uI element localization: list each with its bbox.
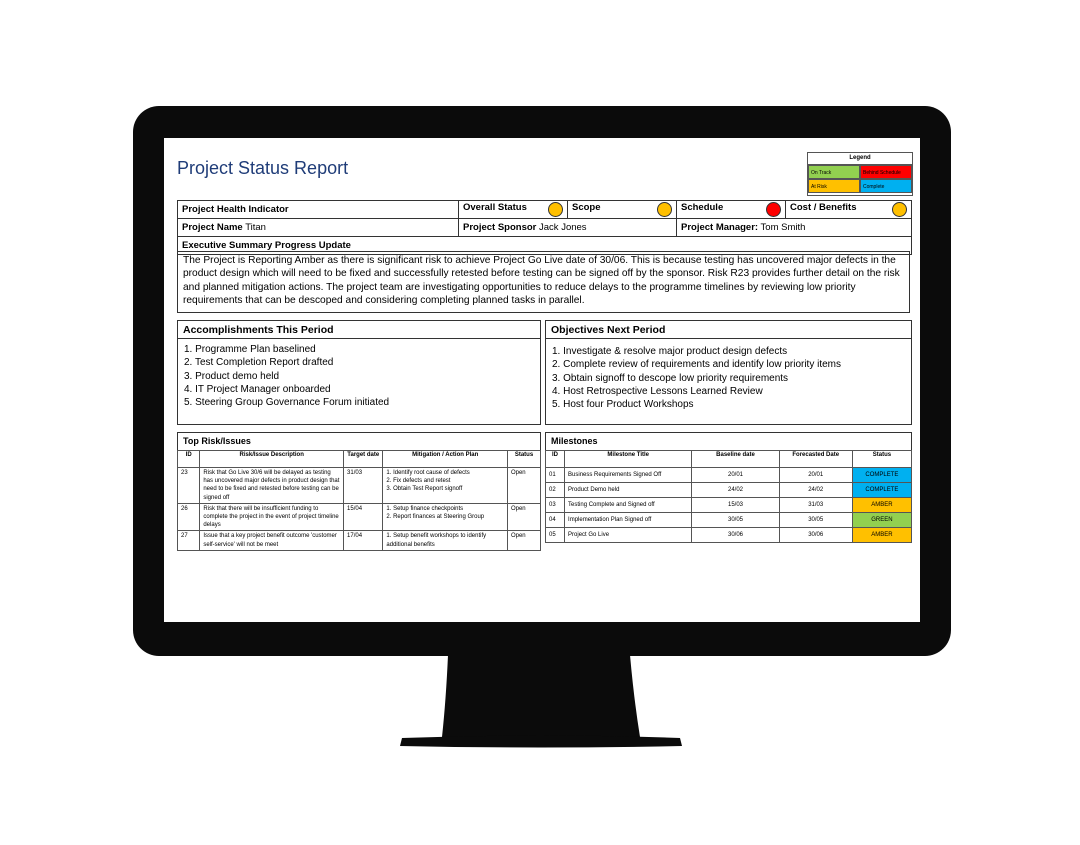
column-header: ID <box>546 451 565 468</box>
risk-date-cell: 15/04 <box>344 503 383 531</box>
column-header: Mitigation / Action Plan <box>383 451 508 468</box>
objectives-list <box>546 345 911 411</box>
column-header: Baseline date <box>692 451 779 468</box>
milestone-title-cell: Implementation Plan Signed off <box>565 513 692 528</box>
milestone-forecast-cell: 20/01 <box>779 468 852 483</box>
milestone-baseline-cell: 30/05 <box>692 513 779 528</box>
table-row <box>546 468 912 483</box>
risk-status-cell: Open <box>507 503 540 531</box>
milestone-baseline-cell: 15/03 <box>692 498 779 513</box>
milestone-status-cell: GREEN <box>852 513 911 528</box>
table-row <box>546 513 912 528</box>
list-item: 3. Obtain signoff to descope low priority requirements <box>552 372 789 384</box>
table-row <box>546 528 912 543</box>
column-header: Milestone Title <box>565 451 692 468</box>
project-sponsor-cell <box>459 219 677 237</box>
overall-status-indicator <box>548 202 563 217</box>
legend-title: Legend <box>808 153 912 165</box>
milestone-id-cell: 03 <box>546 498 565 513</box>
table-row <box>178 531 541 550</box>
milestone-title-cell: Testing Complete and Signed off <box>565 498 692 513</box>
risk-desc-cell: Issue that a key project benefit outcome 'customer self-service' will not be meet <box>200 531 344 550</box>
project-name-label: Project Name <box>182 222 243 233</box>
scope-label: Scope <box>572 202 601 213</box>
schedule-indicator <box>766 202 781 217</box>
column-header: Status <box>507 451 540 468</box>
milestones-table <box>545 450 912 543</box>
milestone-status-cell: COMPLETE <box>852 468 911 483</box>
milestone-baseline-cell: 24/02 <box>692 483 779 498</box>
cost-label: Cost / Benefits <box>790 202 857 213</box>
column-header: Risk/Issue Description <box>200 451 344 468</box>
overall-status-cell <box>459 201 568 219</box>
objectives-title: Objectives Next Period <box>546 321 911 339</box>
milestone-id-cell: 04 <box>546 513 565 528</box>
project-name-value: Titan <box>245 222 266 233</box>
table-row <box>178 503 541 531</box>
list-item: 4. IT Project Manager onboarded <box>184 383 331 395</box>
milestone-id-cell: 05 <box>546 528 565 543</box>
accomplishments-list <box>178 343 540 409</box>
executive-summary-label: Executive Summary Progress Update <box>178 237 912 255</box>
list-item: 5. Host four Product Workshops <box>552 399 694 411</box>
screen <box>164 138 920 622</box>
executive-summary-text: The Project is Reporting Amber as there is significant risk to achieve Project Go Live date of 30/06. This is because testing has uncovered major defects in the product design which will need to be fixed and successfully retested before testing can be signed off by the sponsor. Risk R23 provides further detail on the risk and planned mitigation actions. The project team are investigating opportunities to reduce delays to the programme timelines by reviewing low priority requirements that can be descoped and considering completing planned tasks in parallel. <box>177 251 910 313</box>
risk-date-cell: 17/04 <box>344 531 383 550</box>
milestone-forecast-cell: 30/05 <box>779 513 852 528</box>
project-manager-value: Tom Smith <box>760 222 806 233</box>
legend <box>807 152 913 196</box>
milestone-title-cell: Project Go Live <box>565 528 692 543</box>
risk-status-cell: Open <box>507 468 540 504</box>
project-sponsor-value: Jack Jones <box>539 222 587 233</box>
list-item: 1. Programme Plan baselined <box>184 344 316 355</box>
milestone-forecast-cell: 24/02 <box>779 483 852 498</box>
risks-title: Top Risk/Issues <box>177 432 541 450</box>
column-header: Target date <box>344 451 383 468</box>
risk-desc-cell: Risk that Go Live 30/6 will be delayed as testing has uncovered major defects in product design that need to be fixed and retested before testing can be signed off <box>200 468 344 504</box>
milestone-status-cell: AMBER <box>852 498 911 513</box>
project-sponsor-label: Project Sponsor <box>463 222 537 233</box>
milestone-status-cell: AMBER <box>852 528 911 543</box>
milestone-forecast-cell: 30/06 <box>779 528 852 543</box>
risk-plan-cell: 1. Identify root cause of defects 2. Fix defects and retest 3. Obtain Test Report signoff <box>383 468 508 504</box>
risk-desc-cell: Risk that there will be insufficient funding to complete the project in the event of project timeline delays <box>200 503 344 531</box>
milestone-baseline-cell: 20/01 <box>692 468 779 483</box>
milestone-id-cell: 01 <box>546 468 565 483</box>
report-title: Project Status Report <box>177 158 349 178</box>
cost-cell <box>786 201 912 219</box>
accomplishments-panel <box>177 320 541 425</box>
milestone-id-cell: 02 <box>546 483 565 498</box>
project-name-cell <box>178 219 459 237</box>
scope-cell <box>568 201 677 219</box>
risks-panel <box>177 432 541 551</box>
legend-item: At Risk <box>808 179 860 193</box>
list-item: 4. Host Retrospective Lessons Learned Review <box>552 385 763 397</box>
risk-id-cell: 27 <box>178 531 200 550</box>
list-item: 1. Investigate & resolve major product design defects <box>552 346 788 357</box>
milestones-title: Milestones <box>545 432 912 450</box>
risks-table <box>177 450 541 551</box>
legend-item: On Track <box>808 165 860 179</box>
milestone-forecast-cell: 31/03 <box>779 498 852 513</box>
milestone-status-cell: COMPLETE <box>852 483 911 498</box>
risk-id-cell: 26 <box>178 503 200 531</box>
milestone-title-cell: Product Demo held <box>565 483 692 498</box>
table-row <box>546 483 912 498</box>
schedule-cell <box>677 201 786 219</box>
list-item: 3. Product demo held <box>184 370 280 382</box>
objectives-panel <box>545 320 912 425</box>
scope-indicator <box>657 202 672 217</box>
column-header: Status <box>852 451 911 468</box>
milestone-baseline-cell: 30/06 <box>692 528 779 543</box>
milestone-title-cell: Business Requirements Signed Off <box>565 468 692 483</box>
health-table <box>177 200 912 255</box>
legend-item: Complete <box>860 179 912 193</box>
cost-indicator <box>892 202 907 217</box>
list-item: 2. Complete review of requirements and identify low priority items <box>552 359 842 371</box>
table-row <box>178 468 541 504</box>
list-item: 5. Steering Group Governance Forum initiated <box>184 397 390 409</box>
overall-status-label: Overall Status <box>463 202 527 213</box>
risk-id-cell: 23 <box>178 468 200 504</box>
column-header: Forecasted Date <box>779 451 852 468</box>
column-header: ID <box>178 451 200 468</box>
accomplishments-title: Accomplishments This Period <box>178 321 540 339</box>
legend-item: Behind Schedule <box>860 165 912 179</box>
risk-plan-cell: 1. Setup benefit workshops to identify additional benefits <box>383 531 508 550</box>
risk-status-cell: Open <box>507 531 540 550</box>
list-item: 2. Test Completion Report drafted <box>184 357 334 369</box>
milestones-panel <box>545 432 912 543</box>
project-manager-cell <box>677 219 912 237</box>
risk-plan-cell: 1. Setup finance checkpoints 2. Report finances at Steering Group <box>383 503 508 531</box>
project-manager-label: Project Manager: <box>681 222 759 233</box>
table-row <box>546 498 912 513</box>
health-indicator-label: Project Health Indicator <box>178 201 459 219</box>
risk-date-cell: 31/03 <box>344 468 383 504</box>
schedule-label: Schedule <box>681 202 724 213</box>
